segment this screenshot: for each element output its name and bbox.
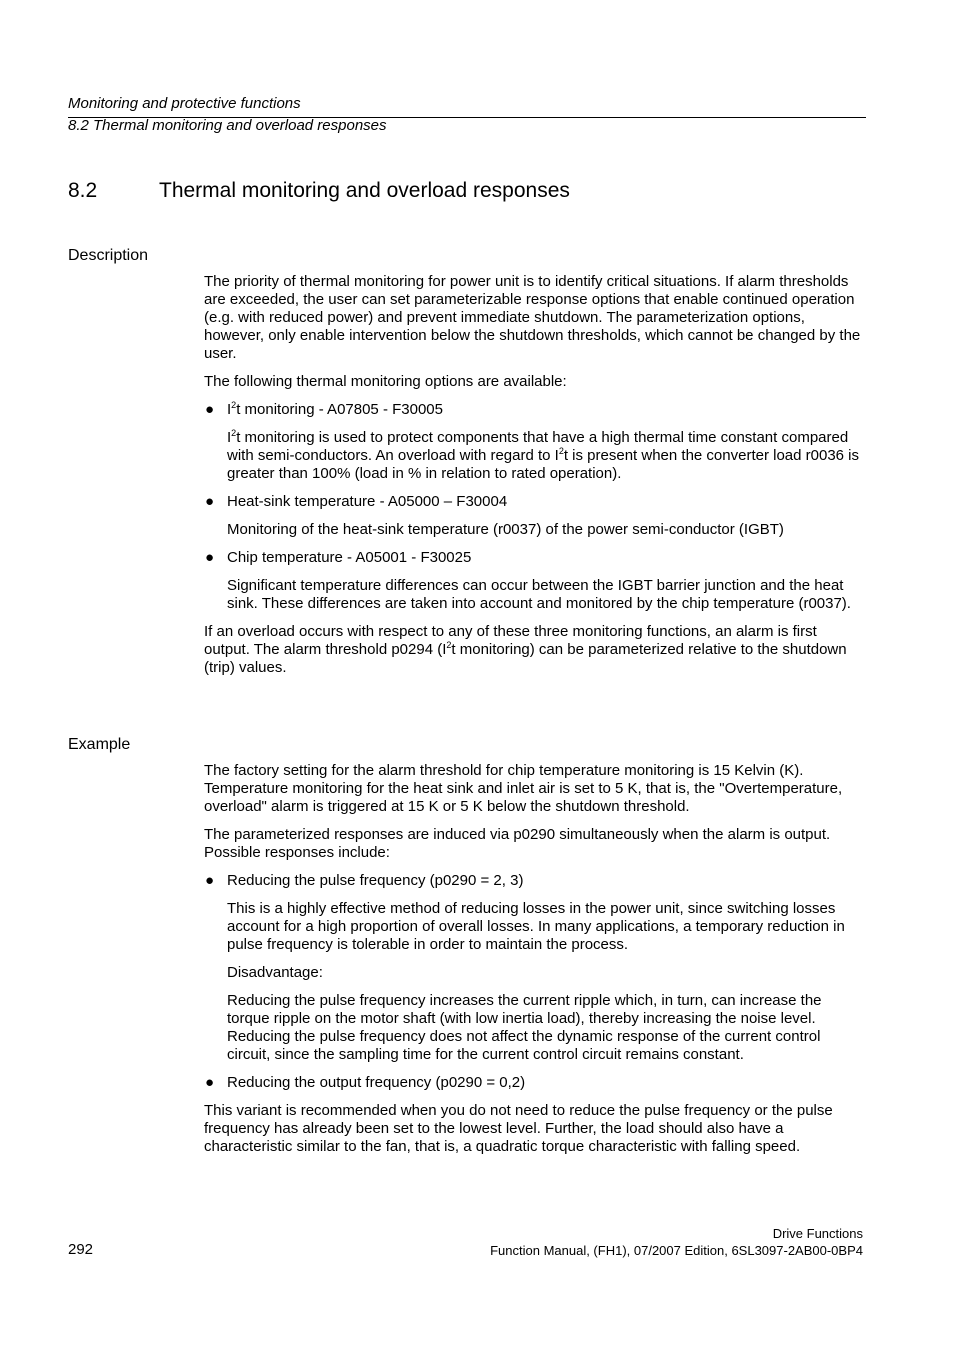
description-paragraph-1: The priority of thermal monitoring for power unit is to identify critical situations. If alarm thresholds are exceeded, the user can set parameterizable response options that enable continued operation (e.g. with reduced power) and prevent immediate shutdown. The parameterization options, however, only enable intervention below the shutdown thresholds, which cannot be changed by the user. [204,273,861,362]
example-body [204,762,866,1166]
bullet-icon: ● [205,401,215,418]
list-item-detail: Monitoring of the heat-sink temperature (r0037) of the power semi-conductor (IGBT) [227,521,784,538]
list-item: ● $I^2t$ monitoring - A07805 - F30005 [205,400,443,418]
list-item-detail: This is a highly effective method of reducing losses in the power unit, since switching losses account for a high proportion of overall losses. In many applications, a temporary reduction in pulse frequency is tolerable in order to maintain the process. [227,900,845,953]
bullet-icon: ● [205,493,215,510]
bullet-icon: ● [205,872,215,889]
list-item-detail: Disadvantage: [227,964,323,981]
example-paragraph-3: This variant is recommended when you do not need to reduce the pulse frequency or the pulse frequency has already been set to the lowest level. Further, the load should also have a characteristic similar to the fan, that is, a quadratic torque characteristic with falling speed. [204,1102,833,1155]
running-header-section: 8.2 Thermal monitoring and overload responses [68,117,387,134]
running-header-chapter: Monitoring and protective functions [68,95,301,112]
list-item-detail: Significant temperature differences can occur between the IGBT barrier junction and the heat sink. These differences are taken into account and monitored by the chip temperature (r0037). [227,577,851,612]
list-item-detail: Reducing the pulse frequency increases the current ripple which, in turn, can increase the torque ripple on the motor shaft (with low inertia load), thereby increasing the noise level. Reducing the pulse frequency does not affect the dynamic response of the current control circuit, since the sampling time for the current control circuit remains constant. [227,992,822,1063]
bullet-icon: ● [205,1074,215,1091]
header-rule [68,117,866,118]
section-title: Thermal monitoring and overload responses [159,179,570,202]
description-paragraph-2: The following thermal monitoring options are available: [204,373,567,390]
description-heading: Description [68,247,149,264]
section-heading [68,178,570,204]
description-body [204,273,866,687]
description-paragraph-3: If an overload occurs with respect to any of these three monitoring functions, an alarm is first output. The alarm threshold p0294 ($I^2t$ monitoring) can be parameterized relative to the shutdown (trip) values. [204,623,847,676]
list-item: ● Reducing the pulse frequency (p0290 = 2, 3) [205,872,524,889]
footer-manual: Function Manual, (FH1), 07/2007 Edition, 6SL3097-2AB00-0BP4 [490,1243,863,1258]
list-item: ● Heat-sink temperature - A05000 – F30004 [205,493,508,510]
example-heading: Example [68,736,131,753]
example-paragraph-2: The parameterized responses are induced via p0290 simultaneously when the alarm is output. Possible responses include: [204,826,831,861]
list-item: ● Chip temperature - A05001 - F30025 [205,549,472,566]
bullet-icon: ● [205,549,215,566]
list-item-detail: $I^2t$ monitoring is used to protect components that have a high thermal time constant compared with semi-conductors. An overload with regard to $I^2t$ is present when the converter load r0036 is greater than 100% (load in % in relation to rated operation). [227,428,860,482]
example-paragraph-1: The factory setting for the alarm threshold for chip temperature monitoring is 15 Kelvin (K). Temperature monitoring for the heat sink and inlet air is set to 5 K, that is, the "Overtemperature, overload" alarm is triggered at 15 K or 5 K below the shutdown threshold. [204,762,843,815]
section-number: 8.2 [68,179,98,202]
list-item: ● Reducing the output frequency (p0290 = 0,2) [205,1074,526,1091]
page-number: 292 [68,1241,94,1258]
footer-title: Drive Functions [772,1226,863,1241]
